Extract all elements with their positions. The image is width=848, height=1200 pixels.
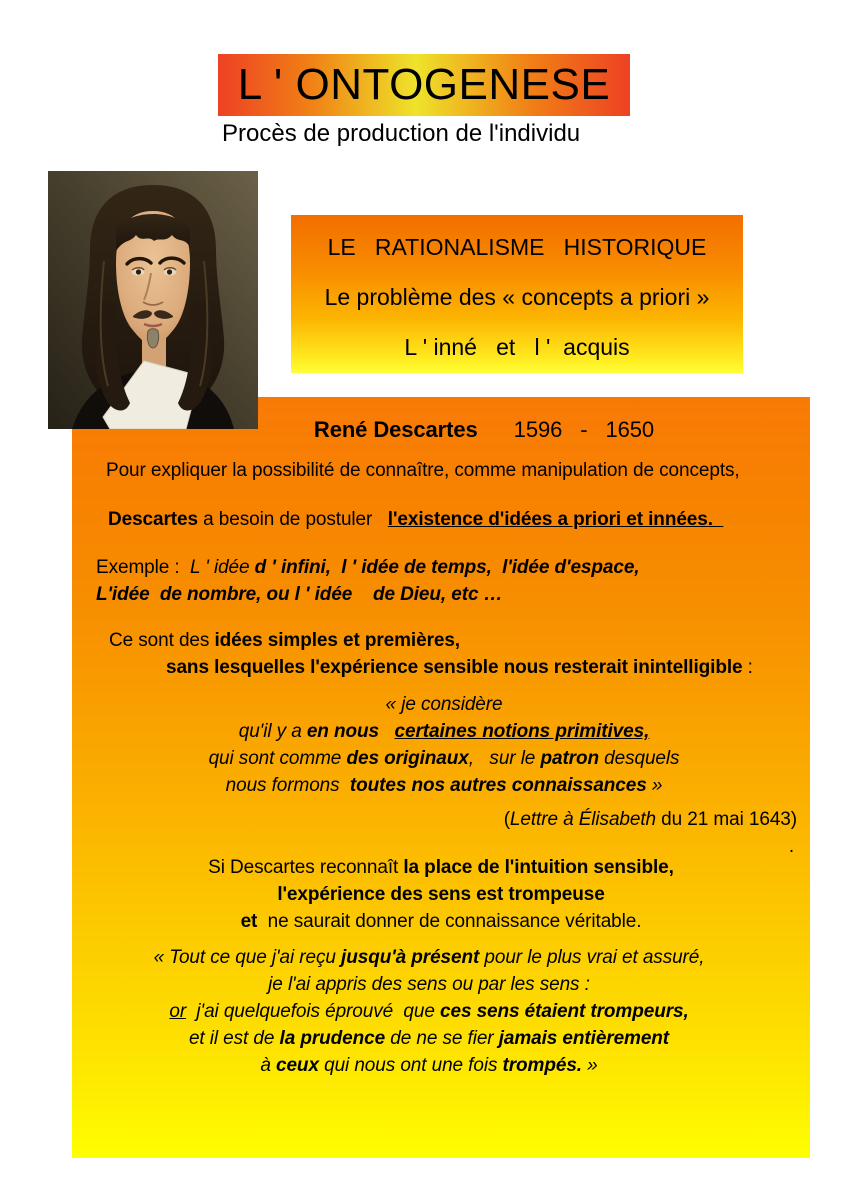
segment: L'idée de nombre, ou l ' idée de Dieu, etc … [96,584,503,605]
segment: Exemple : [96,557,190,578]
quote1-line-4 [78,772,810,799]
segment: , sur le [468,748,541,769]
segment: jusqu'à présent [341,947,480,968]
segment: et il est de [188,1028,280,1049]
quote1-line-1: « je considère [385,694,503,715]
segment: sans lesquelles l'expérience sensible nous resterait inintelligible [166,657,743,678]
quote1-line-3 [78,745,810,772]
exemple-line-1 [96,554,810,581]
segment: d ' infini, l ' idée de temps, l'idée d'espace, [254,557,640,578]
descartes-dates: 1596 - 1650 [477,417,655,442]
segment: L ' idée [189,557,255,578]
source-citation [72,806,810,833]
quote2-line-3 [72,998,786,1025]
segment: Ce sont des [109,630,215,651]
quote2-line-4 [72,1025,786,1052]
cesont-line-2 [72,654,810,681]
quote-sens-trompeurs [72,944,810,1079]
segment: ( [503,809,510,830]
segment: Descartes [108,509,198,530]
main-content-box [72,397,810,1158]
segment: desquels [598,748,680,769]
para-idees-simples [72,627,810,681]
segment: de ne se fier [385,1028,499,1049]
segment: du 21 mai 1643) [656,809,797,830]
cesont-line-1 [72,627,810,654]
segment: toutes nos autres connaissances [349,775,647,796]
quote-notions-primitives [72,691,810,799]
sens-line-2: l'expérience des sens est trompeuse [277,884,605,905]
segment: j'ai quelquefois éprouvé que [186,1001,441,1022]
segment: idées simples et premières, [214,630,460,651]
segment: et [240,911,258,932]
segment: des originaux [346,748,469,769]
segment: en nous [306,721,379,742]
left-iris [136,269,141,274]
segment: » [581,1055,598,1076]
sens-line-3 [72,908,810,935]
intro-line-rationalisme: LE RATIONALISME HISTORIQUE [327,234,707,260]
segment: qui sont comme [208,748,347,769]
page-subtitle: Procès de production de l'individu [222,120,581,147]
descartes-portrait [48,171,258,429]
quote2-line-2: je l'ai appris des sens ou par les sens : [268,974,590,995]
segment: « Tout ce que j'ai reçu [153,947,342,968]
segment: a besoin de postuler [197,509,388,530]
quote2-line-1 [72,944,786,971]
segment: qui nous ont une fois [318,1055,503,1076]
segment: ces sens étaient trompeurs, [440,1001,689,1022]
segment: la place de l'intuition sensible, [403,857,674,878]
para-exemple [72,554,810,608]
rationalisme-box [291,215,743,373]
segment: Si Descartes reconnaît [208,857,404,878]
title-banner [218,54,630,116]
segment: patron [540,748,599,769]
goatee [147,329,158,348]
segment: pour le plus vrai et assuré, [479,947,705,968]
descartes-name: René Descartes [313,417,478,442]
para-intuition-sensible [72,854,810,935]
sens-line-1 [72,854,810,881]
segment: la prudence [279,1028,386,1049]
segment: ceux [276,1055,319,1076]
segment: ne saurait donner de connaissance véritable. [257,911,642,932]
segment: l'existence d'idées a priori et innées. [387,509,724,530]
segment: Lettre à Élisabeth [509,809,656,830]
exemple-line-2 [96,581,810,608]
page-title: L ' ONTOGENESE [237,60,611,109]
segment: jamais entièrement [498,1028,670,1049]
descartes-portrait-image [48,171,258,429]
segment [379,721,395,742]
segment: à [260,1055,276,1076]
segment: or [169,1001,187,1022]
segment: » [646,775,663,796]
segment: certaines notions primitives, [394,721,650,742]
intro-line-probleme: Le problème des « concepts a priori » [324,284,710,310]
segment: trompés. [502,1055,582,1076]
para-postulat [72,506,810,533]
quote2-line-5 [72,1052,786,1079]
quote1-line-2 [78,718,810,745]
para-pour-expliquer: Pour expliquer la possibilité de connaître, comme manipulation de concepts, [106,460,740,481]
segment: nous formons [225,775,350,796]
segment: qu'il y a [238,721,307,742]
right-iris [167,269,172,274]
stray-period: . [788,836,794,857]
intro-line-inne-acquis: L ' inné et l ' acquis [404,334,630,360]
segment: : [742,657,753,678]
